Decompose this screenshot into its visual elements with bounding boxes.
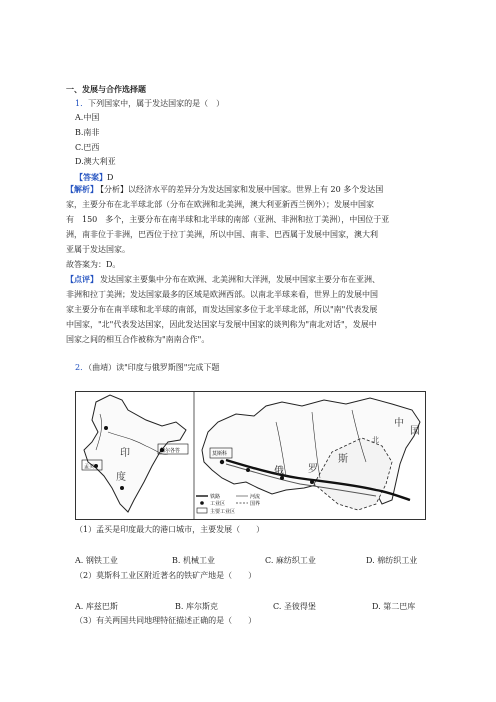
industry-dot [246,468,250,472]
comment-block [66,272,434,347]
india-label-2: 度 [116,472,126,483]
sub1-option-d: D. 棉纺织工业 [366,556,418,565]
russia-outline [202,398,420,504]
legend-border: 国界 [250,501,261,507]
mumbai-label: 孟买 [84,464,95,470]
analysis-line: 家，主要分布在北半球北部（分布在欧洲和北美洲，澳大利亚新西兰例外）；发展中国家 [66,200,374,209]
option-c: C.巴西 [75,143,100,152]
question-number: 2． [75,363,89,372]
question-text: 下列国家中，属于发达国家的是（ ） [88,99,225,108]
china-label-guo: 国 [410,426,420,437]
question-2-stem [75,363,219,373]
comment-line: 家主要分布在南半球和北半球的南部，而发达国家多位于北半球北部，所以"南"代表发展 [66,305,378,314]
sub2-option-b: B. 库尔斯克 [175,602,218,611]
comment-line: 中国家，"北"代表发达国家，因此发达国家与发展中国家的谈判称为"南北对话"，发展中 [66,320,377,329]
analysis-line: 洲，南非位于非洲，巴西位于拉丁美洲，所以中国、南非、巴西属于发展中国家，澳大利 [66,230,378,239]
russia-label-e: 俄 [274,466,284,477]
comment-text: 发达国家主要集中分布在欧洲、北美洲和大洋洲，发展中国家主要分布在亚洲、 [100,275,380,284]
industry-dot [310,480,314,484]
sub2-option-a: A. 库兹巴斯 [75,602,118,611]
question-text: （曲靖）读"印度与俄罗斯图"完成下题 [88,363,220,372]
comment-tag: 【点评】 [66,274,98,284]
comment-line: 国家之间的相互合作被称为"南南合作"。 [66,335,210,344]
sub2-option-c: C. 圣彼得堡 [273,602,316,611]
moscow-dot [220,460,224,464]
legend-main-industry: 主要工业区 [210,509,236,515]
kolkata-label: 加尔各答 [160,448,181,454]
legend-river: 河流 [250,494,261,500]
india-russia-map [75,391,426,520]
option-d: D.澳大利亚 [75,157,116,166]
china-label-zhong: 中 [394,418,404,429]
map-figure [76,392,425,519]
map-legend [196,493,260,515]
analysis-prefix: 【分析】 [100,185,128,194]
question-1-stem [75,99,224,109]
analysis-tag: 【解析】 [66,184,98,194]
comment-line: 非洲和拉丁美洲；发达国家最多的区域是欧洲西部。以南北半球来看，世界上的发展中国 [66,290,378,299]
sub1-option-b: B. 机械工业 [172,556,215,565]
city-dot [94,464,98,468]
india-label-1: 印 [120,448,130,459]
sub-question-1: （1）孟买是印度最大的港口城市，主要发展（ ） [75,525,265,534]
comment-line [66,272,434,287]
analysis-line [66,182,434,197]
legend-railway: 铁路 [210,494,221,500]
legend-industry: 工业区 [210,501,226,507]
sub2-option-d: D. 第二巴库 [372,602,416,611]
sub-question-2: （2）莫斯科工业区附近著名的铁矿产地是（ ） [75,571,257,580]
question-number: 1． [75,99,89,108]
analysis-text: 以经济水平的差异分为发达国家和发展中国家。世界上有 20 多个发达国 [128,185,384,194]
sub1-option-a: A. 钢铁工业 [75,556,118,565]
russia-label-si: 斯 [338,454,348,465]
sub-question-3: （3）有关两国共同地理特征描述正确的是（ ） [75,616,257,625]
analysis-line: 有 150 多个，主要分布在南半球和北半球的南部（亚洲、非洲和拉丁美洲），中国位于亚 [66,215,390,224]
analysis-block [66,182,434,272]
russia-label-luo: 罗 [308,464,318,475]
section-title: 一、发展与合作选择题 [66,84,146,94]
answer-tag: 【答案】 [75,172,107,182]
analysis-line: 亚属于发达国家。 [66,245,130,254]
analysis-line: 故答案为：D。 [66,260,121,269]
north-label: 北 [372,436,379,444]
moscow-label: 莫斯科 [212,451,228,457]
option-a: A.中国 [75,113,100,122]
city-dot [104,426,108,430]
city-dot [120,486,124,490]
option-b: B.南非 [75,128,100,137]
answer-value: D [107,173,114,182]
sub1-option-c: C. 麻纺织工业 [265,556,316,565]
